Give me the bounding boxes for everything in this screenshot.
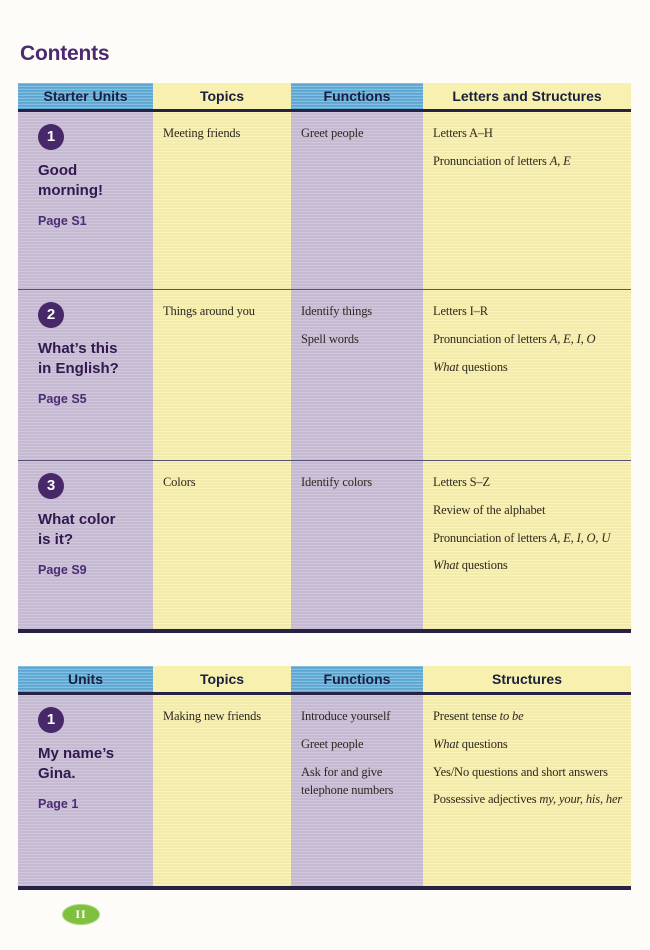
text-segment: Greet people [301, 736, 364, 751]
structures-cell [423, 695, 631, 886]
column-header-functions: Functions [291, 666, 423, 692]
column-header-functions: Functions [291, 83, 423, 109]
entry [301, 707, 419, 726]
entry [433, 707, 627, 726]
column-header-starter-units: Starter Units [18, 83, 153, 109]
unit-page-label: Page S5 [38, 391, 87, 406]
table-row [18, 289, 631, 460]
entry [301, 124, 419, 143]
functions-cell [291, 695, 423, 886]
text-segment: Making new friends [163, 709, 261, 723]
text-segment: Ask for and give telephone numbers [301, 764, 394, 798]
text-segment: Letters A–H [433, 126, 493, 140]
text-segment: Pronunciation of letters [433, 331, 550, 346]
column-header-structures: Structures [423, 666, 631, 692]
text-segment: A, E, I, O, U [549, 530, 611, 545]
unit-title-line: in English? [38, 360, 119, 378]
table-header-row [18, 666, 631, 695]
text-segment: Meeting friends [163, 126, 241, 140]
unit-title-line: Gina. [38, 765, 76, 783]
table-row [18, 460, 631, 629]
table-body [18, 112, 631, 633]
functions-cell [291, 461, 423, 629]
unit-page-label: Page S9 [38, 562, 87, 577]
structures-cell [423, 461, 631, 629]
column-header-topics: Topics [153, 83, 291, 109]
units-table [18, 666, 631, 890]
entry [433, 790, 627, 809]
text-segment: Spell words [301, 331, 359, 346]
text-segment: What [433, 736, 459, 751]
entry [301, 735, 419, 754]
topics-cell [153, 290, 291, 460]
unit-title-line: My name’s [38, 745, 115, 762]
text-segment: Possessive adjectives [433, 792, 540, 807]
column-header-units: Units [18, 666, 153, 692]
unit-title [38, 161, 145, 202]
topics-cell [153, 112, 291, 289]
text-segment: Introduce yourself [301, 709, 391, 723]
text-segment: Letters I–R [433, 304, 488, 318]
text-segment: Letters S–Z [433, 475, 491, 489]
entry [433, 763, 627, 782]
unit-number-badge: 2 [38, 302, 64, 328]
topics-cell [153, 695, 291, 886]
unit-title [38, 339, 145, 380]
table-body [18, 695, 631, 890]
unit-title-line: What’s this [38, 340, 118, 357]
unit-cell [18, 695, 153, 886]
unit-number-badge: 3 [38, 473, 64, 499]
functions-cell [291, 112, 423, 289]
entry [301, 330, 419, 349]
unit-cell [18, 112, 153, 289]
topics-cell [153, 461, 291, 629]
text-segment: What [433, 558, 459, 573]
column-header-letters-and-structures: Letters and Structures [423, 83, 631, 109]
text-segment: Identify colors [301, 475, 372, 489]
entry [163, 707, 287, 726]
text-segment: A, E [549, 153, 571, 168]
entry [433, 330, 627, 349]
page-number-badge [62, 904, 100, 925]
unit-title [38, 510, 145, 551]
entry [301, 763, 419, 801]
unit-title-line: Good morning! [38, 162, 103, 200]
entry [433, 473, 627, 492]
entry [163, 302, 287, 321]
entry [433, 302, 627, 321]
entry [163, 473, 287, 492]
text-segment: Pronunciation of letters [433, 153, 550, 168]
text-segment: questions [458, 558, 508, 573]
text-segment: Things around you [163, 304, 255, 318]
entry [433, 529, 627, 548]
unit-title-line: is it? [38, 531, 74, 549]
text-segment: questions [458, 736, 508, 751]
entry [301, 473, 419, 492]
unit-number-badge: 1 [38, 124, 64, 150]
text-segment: questions [458, 359, 508, 374]
unit-cell [18, 290, 153, 460]
unit-page-label: Page 1 [38, 796, 79, 811]
entry [301, 302, 419, 321]
page-number: II [75, 907, 87, 921]
entry [433, 735, 627, 754]
unit-cell [18, 461, 153, 629]
structures-cell [423, 112, 631, 289]
text-segment: A, E, I, O [549, 331, 596, 346]
text-segment: Present tense [433, 709, 500, 723]
text-segment: to be [499, 709, 524, 723]
table-row [18, 695, 631, 886]
text-segment: Identify things [301, 304, 373, 318]
text-segment: Greet people [301, 126, 364, 140]
entry [433, 124, 627, 143]
text-segment: What [433, 359, 459, 374]
entry [433, 358, 627, 377]
page-title: Contents [20, 42, 110, 65]
column-header-topics: Topics [153, 666, 291, 692]
entry [433, 152, 627, 171]
table-header-row [18, 83, 631, 112]
unit-number-badge: 1 [38, 707, 64, 733]
entry [163, 124, 287, 143]
structures-cell [423, 290, 631, 460]
table-row [18, 112, 631, 289]
text-segment: Yes/No questions and short answers [433, 764, 608, 779]
entry [433, 501, 627, 520]
starter-units-table [18, 83, 631, 633]
text-segment: my, your, his, her [539, 792, 623, 807]
unit-page-label: Page S1 [38, 213, 87, 228]
text-segment: Colors [163, 475, 196, 489]
unit-title [38, 744, 145, 785]
unit-title-line: What color [38, 511, 116, 528]
text-segment: Pronunciation of letters [433, 530, 550, 545]
entry [433, 556, 627, 575]
functions-cell [291, 290, 423, 460]
text-segment: Review of the alphabet [433, 502, 546, 517]
